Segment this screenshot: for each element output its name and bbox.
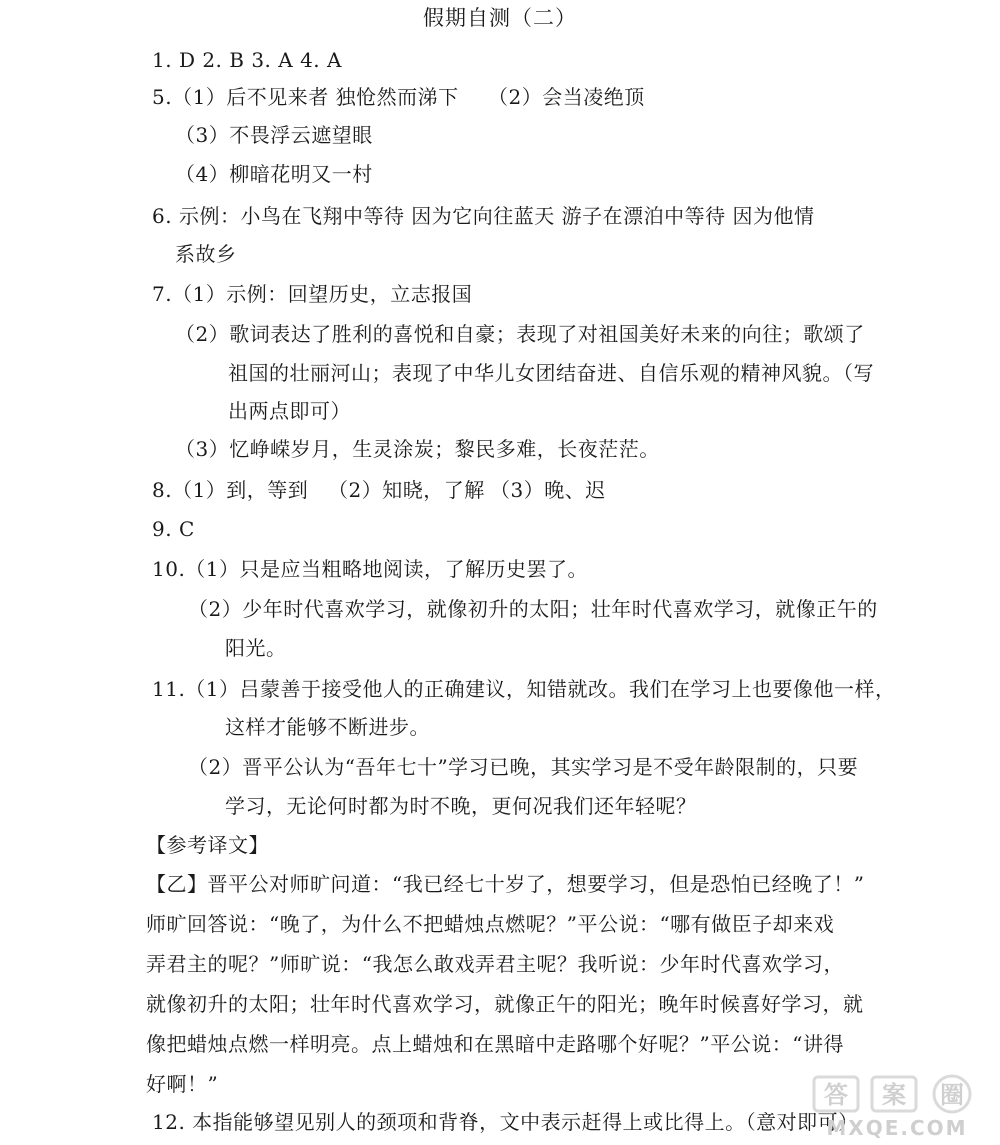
reference-translation-line-2: 师旷回答说：“晚了，为什么不把蜡烛点燃呢？”平公说：“哪有做臣子却来戏 — [146, 912, 835, 936]
reference-translation-line-5: 像把蜡烛点燃一样明亮。点上蜡烛和在黑暗中走路哪个好呢？”平公说：“讲得 — [146, 1032, 844, 1056]
answer-5-part-4: （4）柳暗花明又一村 — [175, 162, 373, 186]
answer-11-part-2-line-2: 学习，无论何时都为时不晚，更何况我们还年轻呢？ — [225, 794, 697, 818]
answers-1-4: 1. D 2. B 3. A 4. A — [152, 48, 342, 72]
reference-translation-line-6: 好啊！” — [146, 1072, 219, 1096]
reference-translation-line-3: 弄君主的呢？”师旷说：“我怎么敢戏弄君主呢？我听说：少年时代喜欢学习， — [146, 952, 844, 976]
answer-6-line-1: 6. 示例：小鸟在飞翔中等待 因为它向往蓝天 游子在漂泊中等待 因为他情 — [152, 204, 815, 228]
reference-translation-heading: 【参考译文】 — [146, 833, 269, 857]
watermark-char-1: 答 — [824, 1081, 848, 1109]
answer-7-part-3: （3）忆峥嵘岁月，生灵涂炭；黎民多难，长夜茫茫。 — [175, 437, 660, 461]
answer-7-part-2-line-3: 出两点即可） — [228, 399, 351, 423]
answer-9: 9. C — [152, 517, 195, 541]
answer-8-part-3: （3）晚、迟 — [490, 478, 606, 502]
watermark-char-3: 圈 — [940, 1081, 964, 1109]
answer-11-part-1-line-1: 11.（1）吕蒙善于接受他人的正确建议，知错就改。我们在学习上也要像他一样， — [152, 677, 896, 701]
reference-translation-line-4: 就像初升的太阳；壮年时代喜欢学习，就像正午的阳光；晚年时候喜好学习，就 — [146, 992, 864, 1016]
watermark-char-2: 案 — [882, 1081, 906, 1109]
answer-11-part-1-line-2: 这样才能够不断进步。 — [225, 715, 430, 739]
answer-8-part-1: 8.（1）到，等到 — [152, 478, 309, 502]
answer-7-part-2-line-1: （2）歌词表达了胜利的喜悦和自豪；表现了对祖国美好未来的向往；歌颂了 — [175, 322, 865, 346]
answer-8-part-2: （2）知晓，了解 — [328, 478, 485, 502]
answer-5-part-2: （2）会当凌绝顶 — [488, 85, 645, 109]
answer-5-part-3: （3）不畏浮云遮望眼 — [175, 123, 373, 147]
answer-12: 12. 本指能够望见别人的颈项和背脊，文中表示赶得上或比得上。（意对即可） — [152, 1110, 859, 1134]
page-title: 假期自测（二） — [423, 6, 577, 30]
answer-7-part-2-line-2: 祖国的壮丽河山；表现了中华儿女团结奋进、自信乐观的精神风貌。（写 — [228, 361, 874, 385]
answer-11-part-2-line-1: （2）晋平公认为“吾年七十”学习已晚，其实学习是不受年龄限制的，只要 — [188, 755, 859, 779]
answer-5-part-1: 5.（1）后不见来者 独怆然而涕下 — [152, 85, 459, 109]
answer-6-line-2: 系故乡 — [175, 242, 237, 266]
reference-translation-line-1: 【乙】晋平公对师旷问道：“我已经七十岁了，想要学习，但是恐怕已经晚了！” — [146, 872, 865, 896]
answer-10-part-2-line-1: （2）少年时代喜欢学习，就像初升的太阳；壮年时代喜欢学习，就像正午的 — [188, 597, 878, 621]
answer-10-part-2-line-2: 阳光。 — [225, 636, 287, 660]
watermark-domain: MXQE.COM — [826, 1116, 968, 1140]
answer-10-part-1: 10.（1）只是应当粗略地阅读，了解历史罢了。 — [152, 557, 589, 581]
answer-7-part-1: 7.（1）示例：回望历史，立志报国 — [152, 282, 473, 306]
